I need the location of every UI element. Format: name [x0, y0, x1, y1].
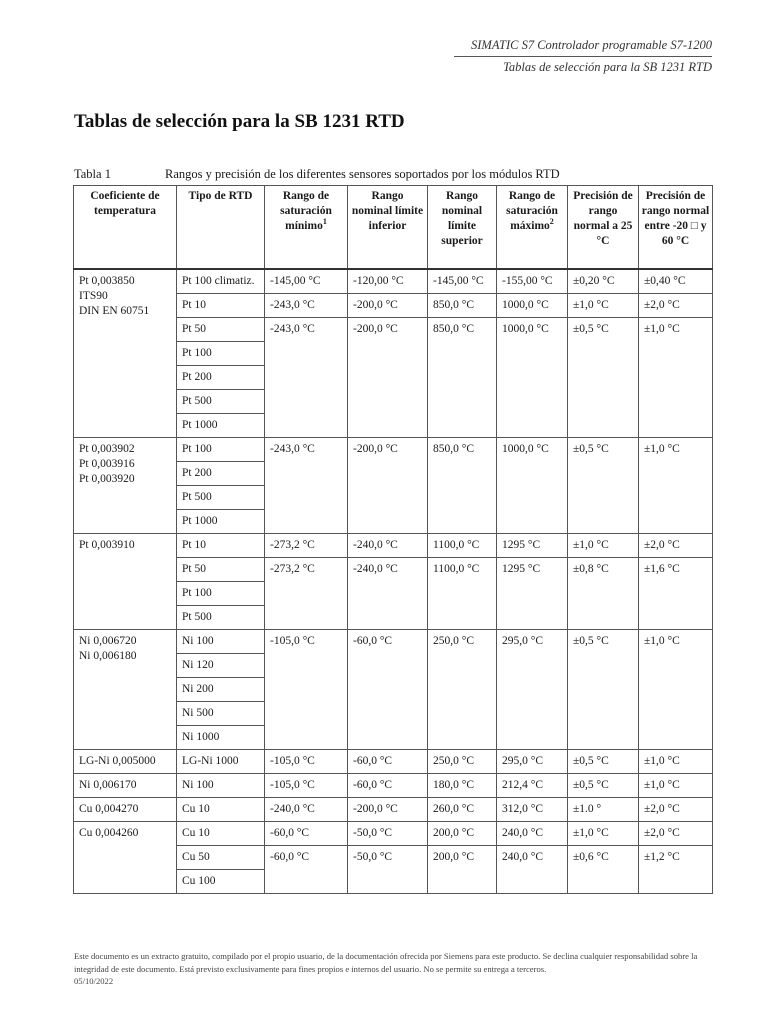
range-value-cell: ±1,0 °C: [568, 822, 639, 846]
column-header-label: Tipo de RTD: [188, 190, 253, 202]
column-header: [177, 186, 265, 270]
rtd-type-cell: Cu 50: [177, 846, 265, 870]
range-value-cell: -273,2 °C: [265, 534, 348, 558]
rtd-type-cell: Pt 10: [177, 294, 265, 318]
range-value-cell: ±0,5 °C: [568, 630, 639, 750]
page-title: Tablas de selección para la SB 1231 RTD: [74, 111, 405, 132]
range-value-cell: -60,0 °C: [348, 630, 428, 750]
range-value-cell: 1100,0 °C: [428, 534, 497, 558]
range-value-cell: -120,00 °C: [348, 269, 428, 294]
temperature-coefficient-cell: Pt 0,003910: [74, 534, 177, 630]
table-header-row: [74, 186, 713, 270]
range-value-cell: 1000,0 °C: [497, 438, 568, 534]
rtd-type-cell: Pt 500: [177, 606, 265, 630]
range-value-cell: 1295 °C: [497, 534, 568, 558]
column-header-label: Rango de saturación máximo: [506, 190, 558, 232]
range-value-cell: ±1,0 °C: [639, 630, 713, 750]
range-value-cell: 260,0 °C: [428, 798, 497, 822]
range-value-cell: -243,0 °C: [265, 438, 348, 534]
rtd-type-cell: Pt 1000: [177, 414, 265, 438]
column-header-label: Precisión de rango normal a 25 °C: [573, 190, 633, 247]
running-header-section: Tablas de selección para la SB 1231 RTD: [503, 60, 712, 74]
column-header-label: Rango de saturación mínimo: [280, 190, 332, 232]
table-row: [74, 269, 713, 294]
rtd-type-cell: Pt 1000: [177, 510, 265, 534]
rtd-type-cell: Ni 500: [177, 702, 265, 726]
range-value-cell: ±0,5 °C: [568, 750, 639, 774]
range-value-cell: ±0,6 °C: [568, 846, 639, 894]
range-value-cell: ±1,6 °C: [639, 558, 713, 630]
rtd-type-cell: Cu 10: [177, 798, 265, 822]
range-value-cell: -50,0 °C: [348, 846, 428, 894]
column-header-label: Coeficiente de temperatura: [90, 190, 160, 217]
rtd-type-cell: Ni 120: [177, 654, 265, 678]
rtd-ranges-table: [73, 185, 713, 894]
range-value-cell: ±0,5 °C: [568, 318, 639, 438]
range-value-cell: -273,2 °C: [265, 558, 348, 630]
rtd-type-cell: Pt 10: [177, 534, 265, 558]
range-value-cell: 1295 °C: [497, 558, 568, 630]
range-value-cell: ±1,0 °C: [639, 438, 713, 534]
range-value-cell: -200,0 °C: [348, 438, 428, 534]
range-value-cell: 200,0 °C: [428, 846, 497, 894]
column-header: [639, 186, 713, 270]
range-value-cell: 240,0 °C: [497, 822, 568, 846]
range-value-cell: -50,0 °C: [348, 822, 428, 846]
footer-date: 05/10/2022: [74, 976, 114, 986]
range-value-cell: 850,0 °C: [428, 318, 497, 438]
rtd-type-cell: Pt 100: [177, 342, 265, 366]
range-value-cell: -240,0 °C: [348, 558, 428, 630]
range-value-cell: -145,00 °C: [265, 269, 348, 294]
range-value-cell: ±0,5 °C: [568, 774, 639, 798]
rtd-type-cell: Pt 50: [177, 318, 265, 342]
range-value-cell: -105,0 °C: [265, 774, 348, 798]
table-row: [74, 798, 713, 822]
table-row: [74, 438, 713, 462]
range-value-cell: ±2,0 °C: [639, 534, 713, 558]
range-value-cell: -240,0 °C: [348, 534, 428, 558]
column-header-label: Rango nominal límite inferior: [351, 190, 424, 232]
footer-disclaimer: [74, 950, 719, 988]
range-value-cell: ±2,0 °C: [639, 294, 713, 318]
rtd-type-cell: Pt 200: [177, 462, 265, 486]
temperature-coefficient-cell: LG-Ni 0,005000: [74, 750, 177, 774]
range-value-cell: 1000,0 °C: [497, 294, 568, 318]
range-value-cell: 240,0 °C: [497, 846, 568, 894]
range-value-cell: 250,0 °C: [428, 750, 497, 774]
range-value-cell: -105,0 °C: [265, 630, 348, 750]
range-value-cell: 850,0 °C: [428, 438, 497, 534]
range-value-cell: 200,0 °C: [428, 822, 497, 846]
range-value-cell: ±1,0 °C: [568, 534, 639, 558]
rtd-type-cell: Pt 50: [177, 558, 265, 582]
range-value-cell: ±0,20 °C: [568, 269, 639, 294]
column-header: [428, 186, 497, 270]
range-value-cell: -60,0 °C: [348, 774, 428, 798]
rtd-type-cell: LG-Ni 1000: [177, 750, 265, 774]
column-header: [74, 186, 177, 270]
range-value-cell: 312,0 °C: [497, 798, 568, 822]
temperature-coefficient-cell: Pt 0,003902 Pt 0,003916 Pt 0,003920: [74, 438, 177, 534]
rtd-type-cell: Pt 500: [177, 390, 265, 414]
range-value-cell: -60,0 °C: [348, 750, 428, 774]
rtd-type-cell: Pt 200: [177, 366, 265, 390]
column-header: [497, 186, 568, 270]
column-header: [348, 186, 428, 270]
range-value-cell: 180,0 °C: [428, 774, 497, 798]
rtd-type-cell: Ni 200: [177, 678, 265, 702]
table-row: [74, 534, 713, 558]
range-value-cell: -200,0 °C: [348, 294, 428, 318]
range-value-cell: ±2,0 °C: [639, 822, 713, 846]
rtd-type-cell: Pt 500: [177, 486, 265, 510]
column-header: [265, 186, 348, 270]
table-caption-label: Tabla 1: [74, 167, 111, 181]
table-row: [74, 774, 713, 798]
range-value-cell: ±1.0 °: [568, 798, 639, 822]
range-value-cell: -155,00 °C: [497, 269, 568, 294]
range-value-cell: 212,4 °C: [497, 774, 568, 798]
column-header: [568, 186, 639, 270]
range-value-cell: ±0,8 °C: [568, 558, 639, 630]
footer-disclaimer-text: Este documento es un extracto gratuito, compilado por el propio usuario, de la documentación ofrecida por Siemens para este producto. Se declina cualquier responsabilidad sobre la integridad de este documento. Está previsto exclusivamente para fines propios e internos del usuario. No se permite su entrega a terceros.: [74, 951, 698, 974]
range-value-cell: ±1,0 °C: [639, 318, 713, 438]
table-caption-text: Rangos y precisión de los diferentes sensores soportados por los módulos RTD: [165, 167, 560, 181]
range-value-cell: 295,0 °C: [497, 630, 568, 750]
table-body: [74, 269, 713, 894]
table-row: [74, 822, 713, 846]
column-header-label: Precisión de rango normal entre -20 □ y 60 °C: [641, 190, 710, 247]
range-value-cell: -200,0 °C: [348, 318, 428, 438]
range-value-cell: 1100,0 °C: [428, 558, 497, 630]
range-value-cell: -243,0 °C: [265, 318, 348, 438]
temperature-coefficient-cell: Cu 0,004260: [74, 822, 177, 894]
range-value-cell: ±0,40 °C: [639, 269, 713, 294]
range-value-cell: -243,0 °C: [265, 294, 348, 318]
range-value-cell: -240,0 °C: [265, 798, 348, 822]
range-value-cell: ±1,2 °C: [639, 846, 713, 894]
footnote-marker: 1: [322, 217, 327, 227]
column-header-label: Rango nominal límite superior: [441, 190, 483, 247]
rtd-type-cell: Ni 1000: [177, 726, 265, 750]
header-rule: [454, 56, 712, 57]
rtd-type-cell: Ni 100: [177, 774, 265, 798]
temperature-coefficient-cell: Ni 0,006720 Ni 0,006180: [74, 630, 177, 750]
temperature-coefficient-cell: Ni 0,006170: [74, 774, 177, 798]
range-value-cell: 850,0 °C: [428, 294, 497, 318]
temperature-coefficient-cell: Cu 0,004270: [74, 798, 177, 822]
rtd-type-cell: Ni 100: [177, 630, 265, 654]
rtd-type-cell: Cu 10: [177, 822, 265, 846]
range-value-cell: ±0,5 °C: [568, 438, 639, 534]
range-value-cell: ±2,0 °C: [639, 798, 713, 822]
range-value-cell: 1000,0 °C: [497, 318, 568, 438]
range-value-cell: -145,00 °C: [428, 269, 497, 294]
running-header-product: SIMATIC S7 Controlador programable S7-1200: [471, 38, 712, 52]
range-value-cell: -60,0 °C: [265, 846, 348, 894]
range-value-cell: 250,0 °C: [428, 630, 497, 750]
range-value-cell: -200,0 °C: [348, 798, 428, 822]
range-value-cell: ±1,0 °C: [639, 774, 713, 798]
range-value-cell: 295,0 °C: [497, 750, 568, 774]
footnote-marker: 2: [549, 217, 554, 227]
rtd-type-cell: Cu 100: [177, 870, 265, 894]
table-row: [74, 630, 713, 654]
range-value-cell: -60,0 °C: [265, 822, 348, 846]
temperature-coefficient-cell: Pt 0,003850 ITS90 DIN EN 60751: [74, 269, 177, 438]
range-value-cell: ±1,0 °C: [639, 750, 713, 774]
rtd-type-cell: Pt 100: [177, 438, 265, 462]
range-value-cell: ±1,0 °C: [568, 294, 639, 318]
rtd-type-cell: Pt 100 climatiz.: [177, 269, 265, 294]
range-value-cell: -105,0 °C: [265, 750, 348, 774]
table-row: [74, 750, 713, 774]
rtd-type-cell: Pt 100: [177, 582, 265, 606]
